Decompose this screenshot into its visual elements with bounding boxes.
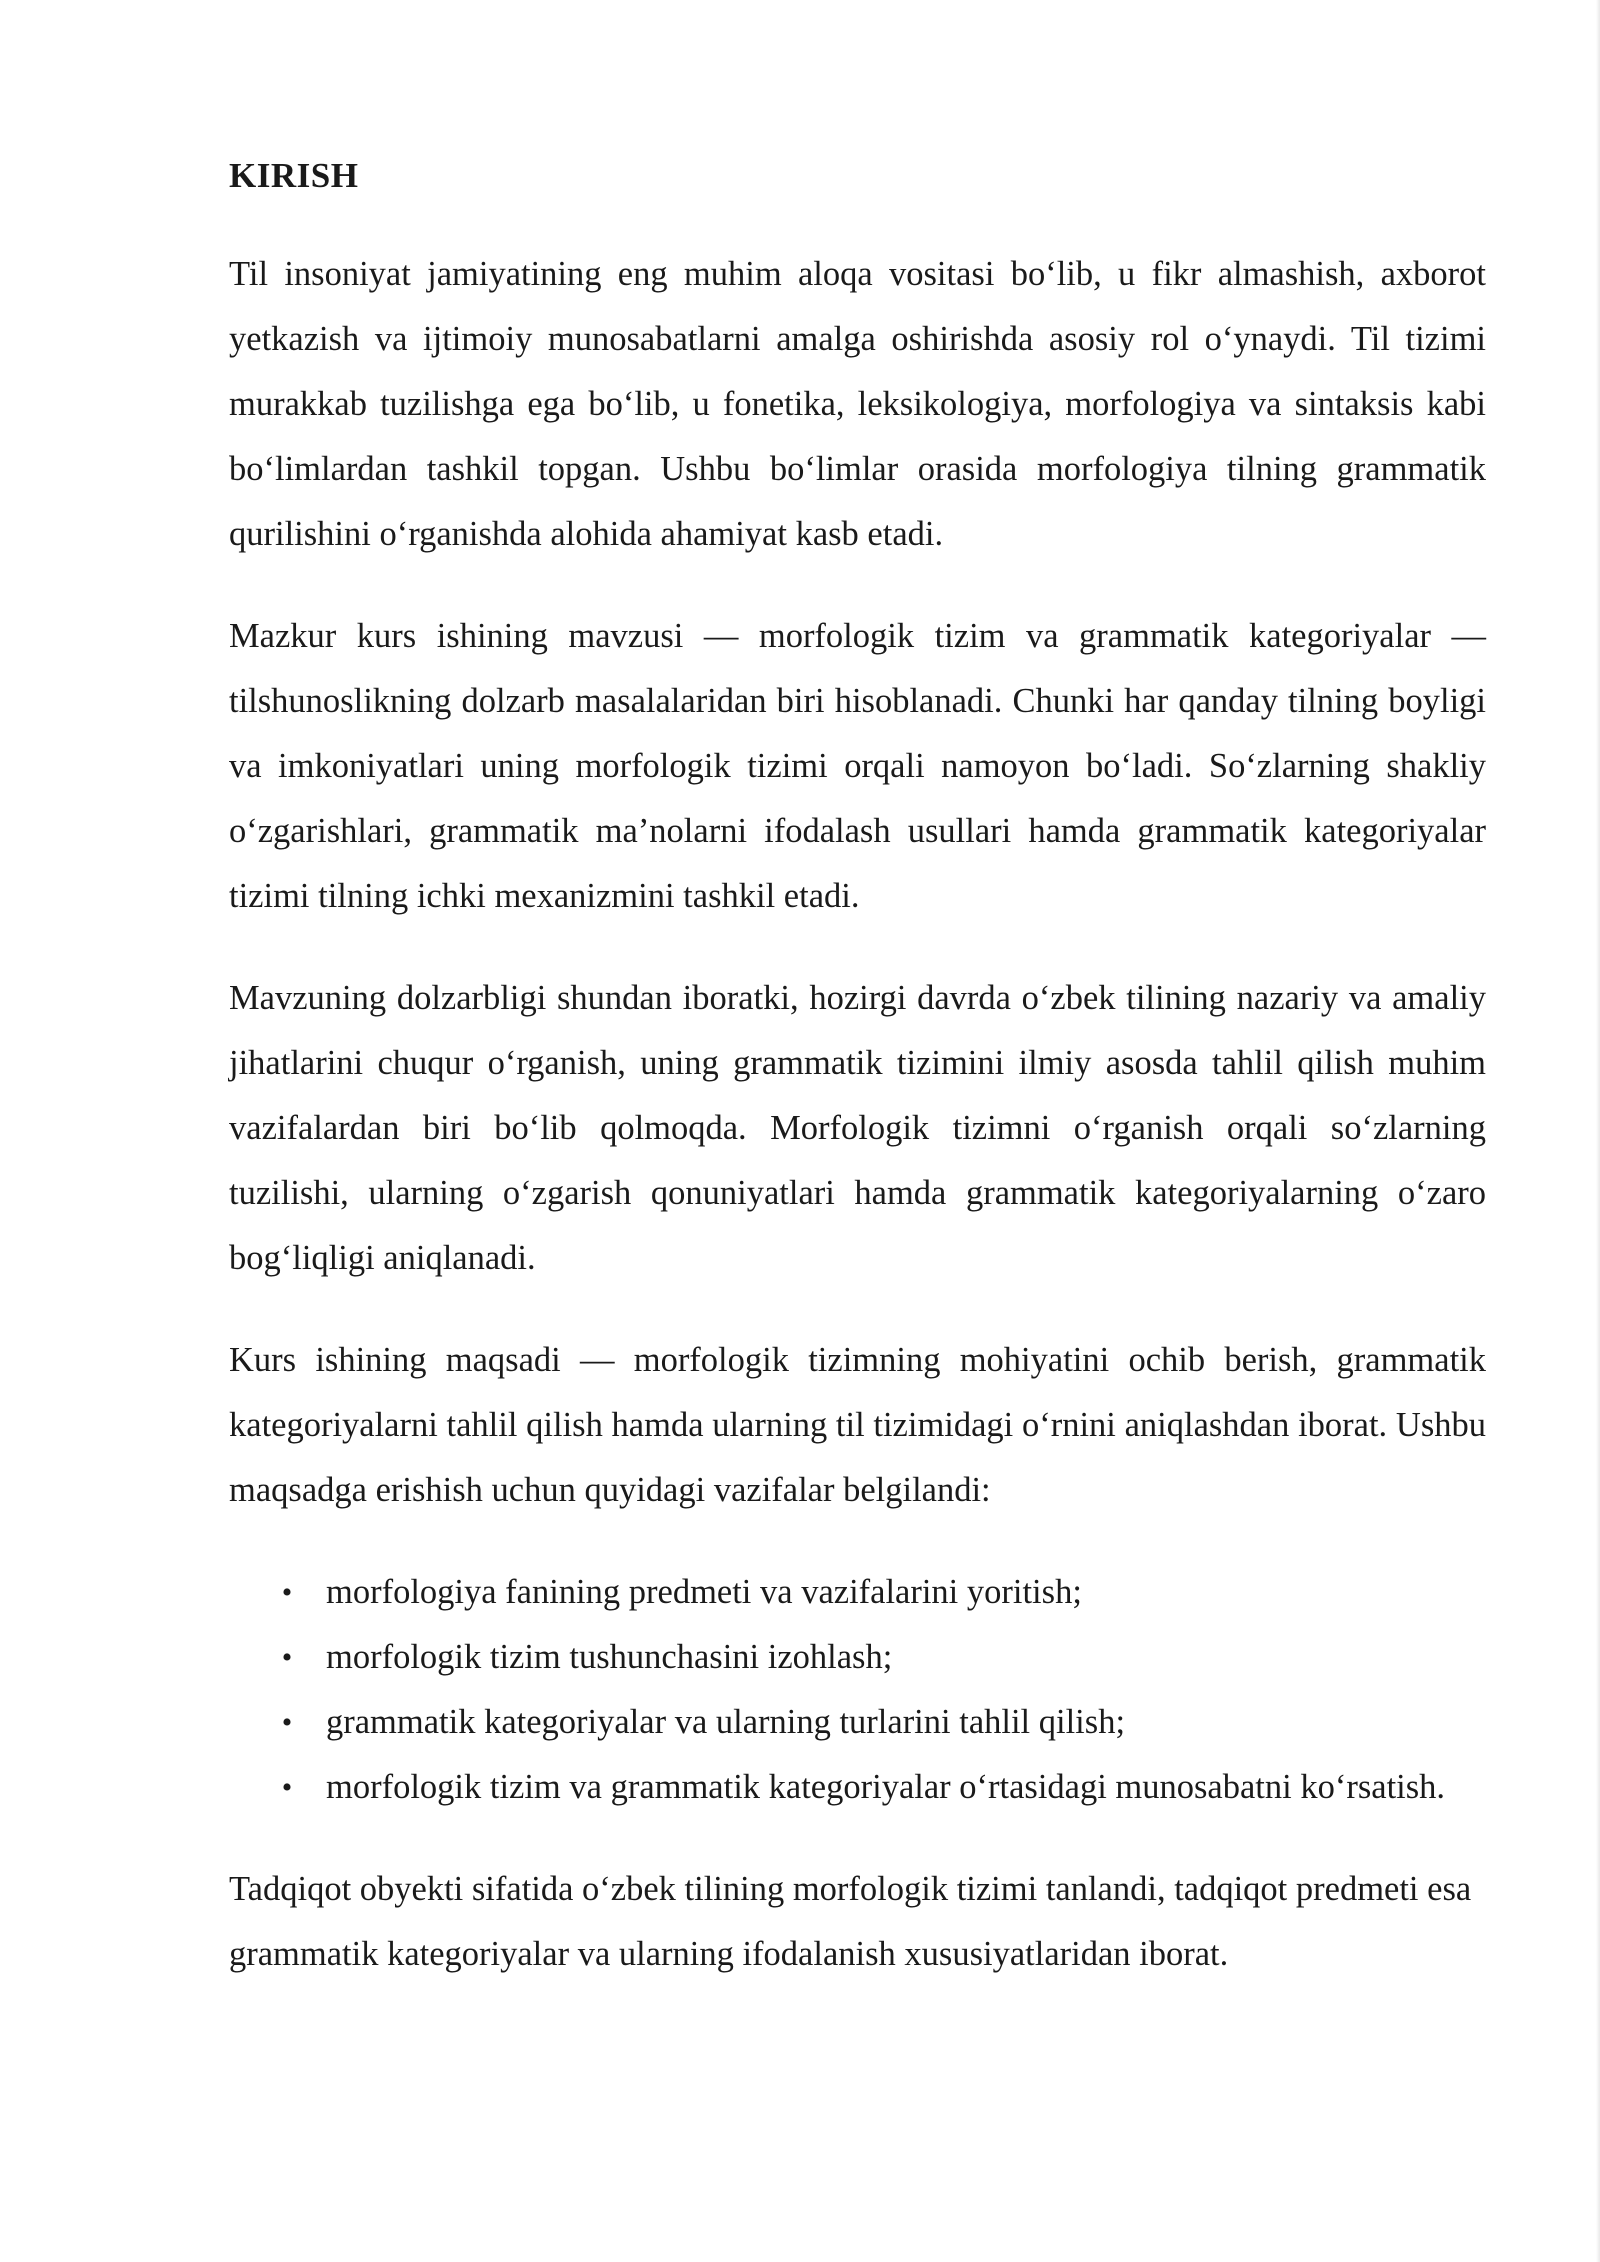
list-item-text: morfologik tizim tushunchasini izohlash; [326,1638,893,1676]
bullet-icon: • [281,1771,293,1804]
paragraph-topic: Mazkur kurs ishining mavzusi — morfologik tizim va grammatik kategoriyalar — tilshunoslikning dolzarb masalalaridan biri hisoblanadi. Chunki har qanday tilning boyligi va imkoniyatlari uning morfologik tizimi orqali namoyon bo‘ladi. So‘zlarning shakliy o‘zgarishlari, grammatik ma’nolarni ifodalash usullari hamda grammatik kategoriyalar tizimi tilning ichki mexanizmini tashkil etadi. [229,617,1486,915]
section-heading: KIRISH [229,156,359,195]
list-item-text: grammatik kategoriyalar va ularning turlarini tahlil qilish; [326,1703,1126,1741]
document-body [229,146,1486,2024]
list-item [229,1625,1486,1690]
list-item-text: morfologiya fanining predmeti va vazifalarini yoritish; [326,1573,1082,1611]
bullet-icon: • [281,1576,293,1609]
paragraph-object-subject: Tadqiqot obyekti sifatida o‘zbek tilining morfologik tizimi tanlandi, tadqiqot predmeti esa grammatik kategoriyalar va ularning ifodalanish xususiyatlaridan iborat. [229,1870,1472,1973]
list-item [229,1560,1486,1625]
paragraph-goal: Kurs ishining maqsadi — morfologik tizimning mohiyatini ochib berish, grammatik kategoriyalarni tahlil qilish hamda ularning til tizimidagi o‘rnini aniqlashdan iborat. Ushbu maqsadga erishish uchun quyidagi vazifalar belgilandi: [229,1341,1486,1509]
list-item-text: morfologik tizim va grammatik kategoriyalar o‘rtasidagi munosabatni ko‘rsatish. [326,1768,1446,1806]
page-edge-shadow [1596,0,1600,2262]
paragraph-relevance: Mavzuning dolzarbligi shundan iboratki, hozirgi davrda o‘zbek tilining nazariy va amaliy jihatlarini chuqur o‘rganish, uning grammatik tizimini ilmiy asosda tahlil qilish muhim vazifalardan biri bo‘lib qolmoqda. Morfologik tizimni o‘rganish orqali so‘zlarning tuzilishi, ularning o‘zgarish qonuniyatlari hamda grammatik kategoriyalarning o‘zaro bog‘liqligi aniqlanadi. [229,979,1486,1277]
list-item [229,1755,1486,1820]
task-list [229,1560,1486,1820]
bullet-icon: • [281,1706,293,1739]
list-item [229,1690,1486,1755]
paragraph-intro-language: Til insoniyat jamiyatining eng muhim aloqa vositasi bo‘lib, u fikr almashish, axborot yetkazish va ijtimoiy munosabatlarni amalga oshirishda asosiy rol o‘ynaydi. Til tizimi murakkab tuzilishga ega bo‘lib, u fonetika, leksikologiya, morfologiya va sintaksis kabi bo‘limlardan tashkil topgan. Ushbu bo‘limlar orasida morfologiya tilning grammatik qurilishini o‘rganishda alohida ahamiyat kasb etadi. [229,255,1486,553]
bullet-icon: • [281,1641,293,1674]
